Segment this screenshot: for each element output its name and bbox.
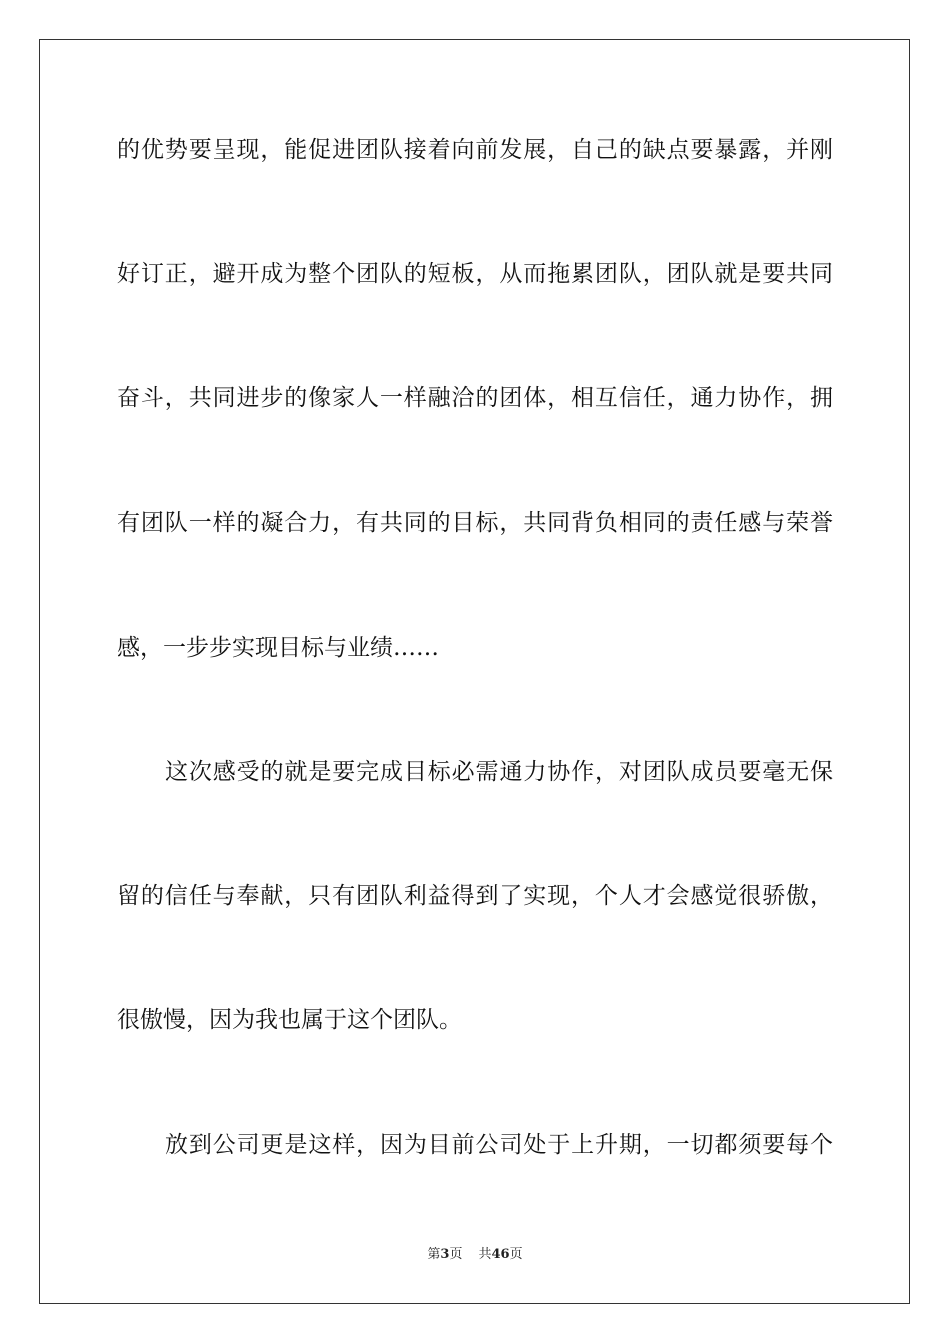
text-line-4: 有团队一样的凝合力，有共同的目标，共同背负相同的责任感与荣誉 <box>117 510 833 536</box>
text-line-1: 的优势要呈现，能促进团队接着向前发展，自己的缺点要暴露，并刚 <box>117 137 833 163</box>
text-line-6: 这次感受的就是要完成目标必需通力协作，对团队成员要毫无保 <box>165 759 833 785</box>
text-line-7: 留的信任与奉献，只有团队利益得到了实现，个人才会感觉很骄傲， <box>117 883 833 909</box>
text-line-8: 很傲慢，因为我也属于这个团队。 <box>117 1007 462 1033</box>
text-line-3: 奋斗，共同进步的像家人一样融洽的团体，相互信任，通力协作，拥 <box>117 385 833 411</box>
text-line-9: 放到公司更是这样，因为目前公司处于上升期，一切都须要每个 <box>165 1132 833 1158</box>
page-suffix: 页 <box>449 1247 463 1262</box>
page-footer <box>0 1246 950 1264</box>
total-pages: 46 <box>491 1247 510 1262</box>
page-number: 3 <box>440 1247 450 1262</box>
page-prefix: 第 <box>427 1247 441 1262</box>
total-suffix: 页 <box>509 1247 523 1262</box>
text-line-5: 感，一步步实现目标与业绩…… <box>117 635 439 661</box>
page-frame <box>39 39 910 1304</box>
text-line-2: 好订正，避开成为整个团队的短板，从而拖累团队，团队就是要共同 <box>117 261 833 287</box>
total-prefix: 共 <box>478 1247 492 1262</box>
